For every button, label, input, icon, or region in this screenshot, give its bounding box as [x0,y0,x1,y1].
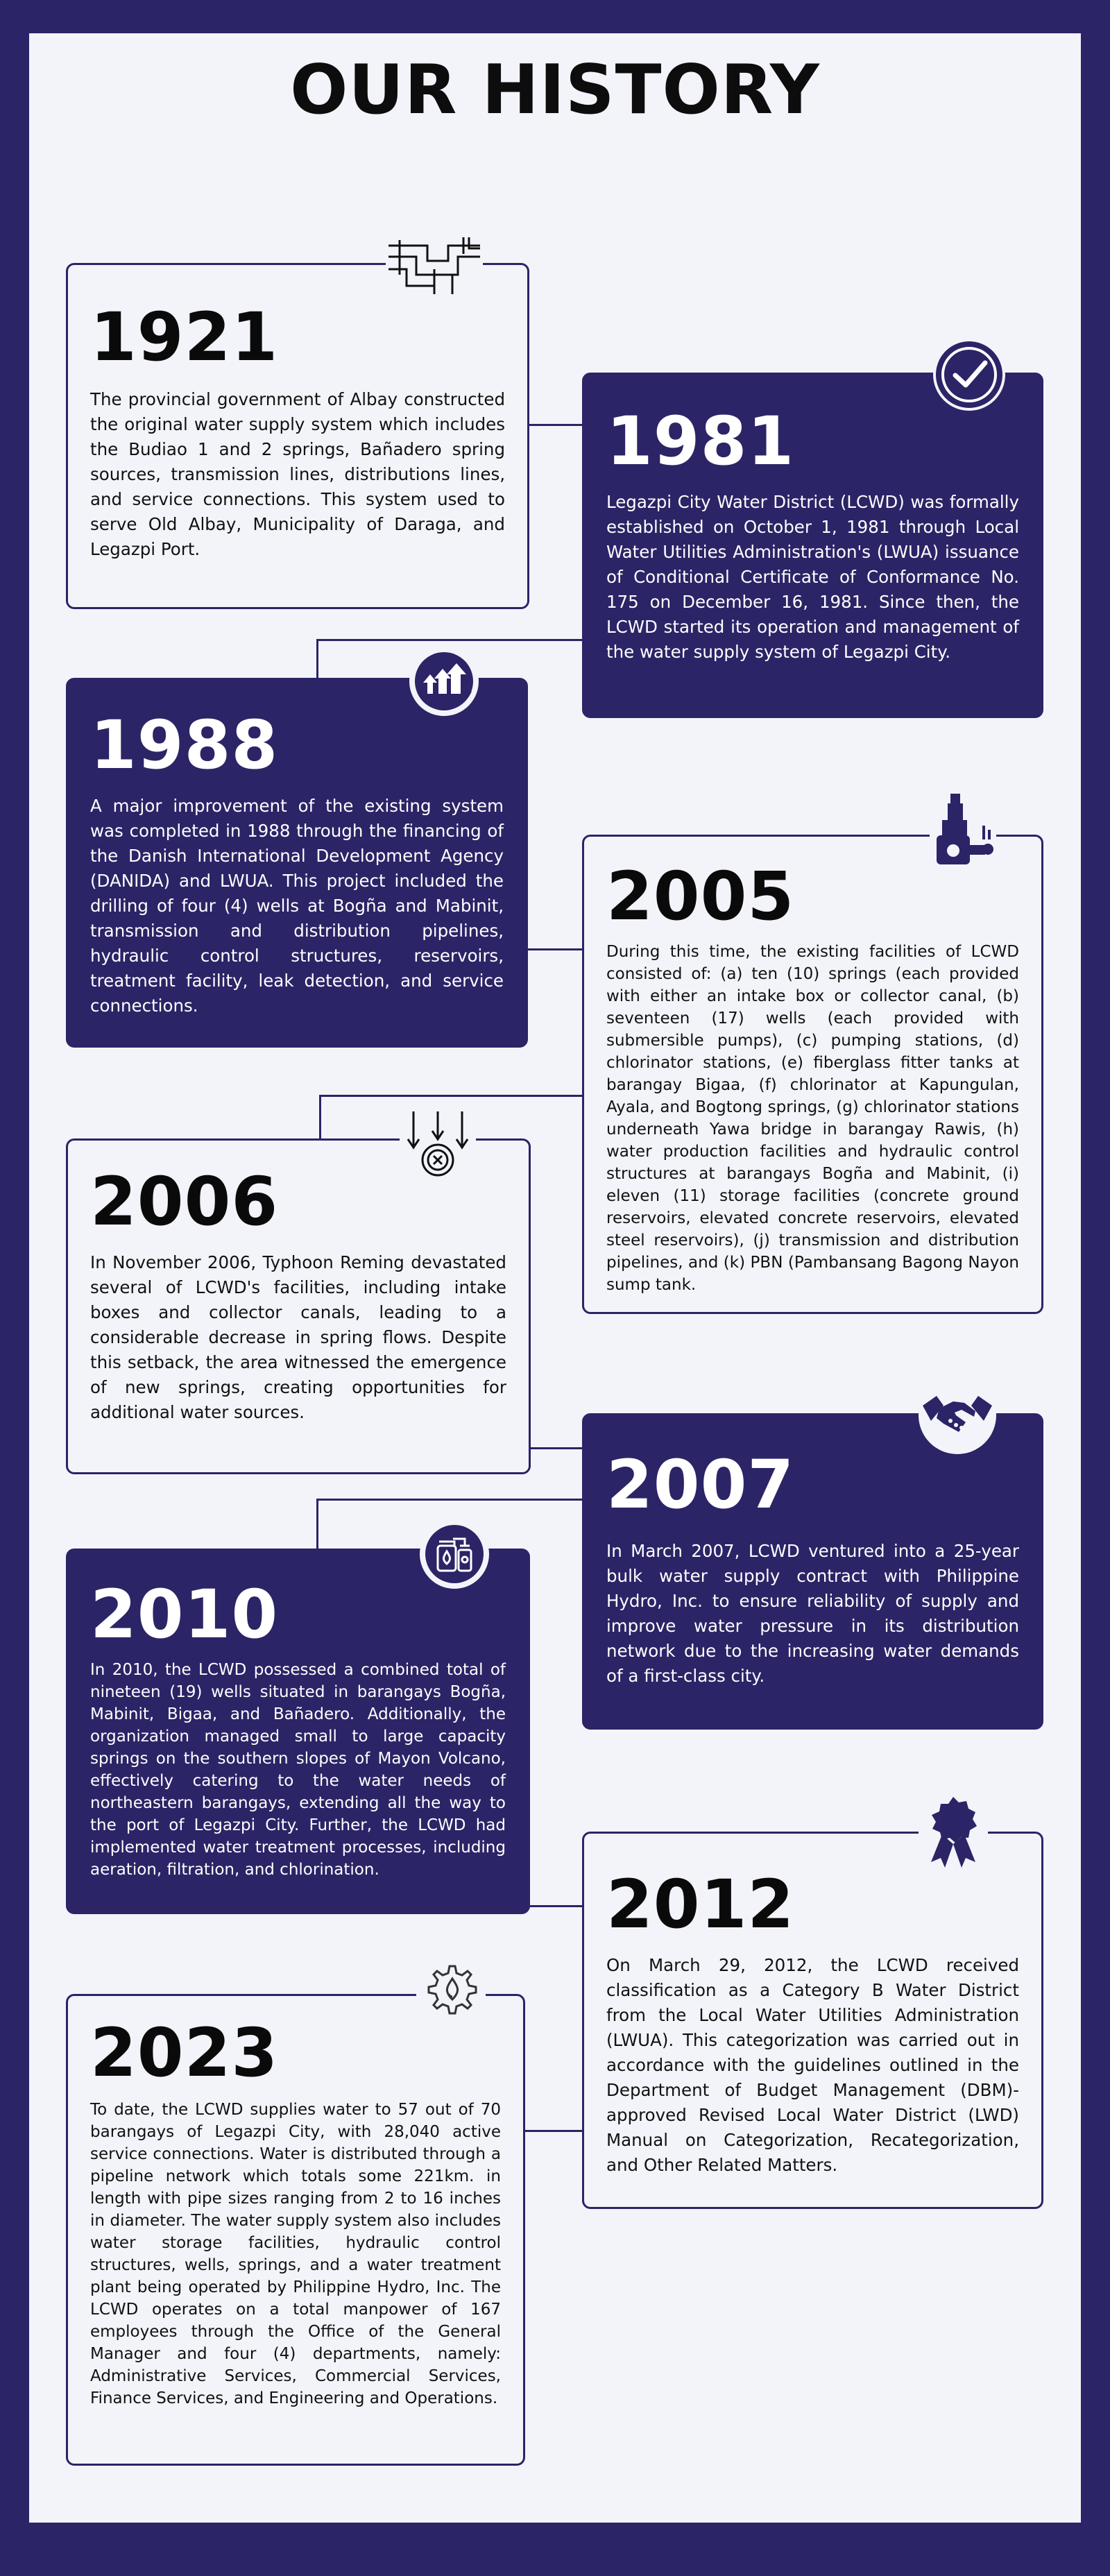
year-label: 2006 [90,1163,279,1240]
timeline-card-2006 [66,1138,531,1474]
event-description: To date, the LCWD supplies water to 57 out of 70 barangays of Legazpi City, with 28,040 active service connections. Water is distributed through a pipeline network which totals some 221km. in length with pipe sizes ranging from 2 to 16 inches in diameter. The water supply system also includes water storage facilities, hydraulic control structures, wells, springs, and a water treatment plant being operated by Philippine Hydro, Inc. The LCWD operates on a total manpower of 167 employees through the Office of the General Manager and four (4) departments, namely: Administrative Services, Commercial Services, Finance Services, and Engineering and Operations. [90,2101,501,2407]
connector-line [527,948,583,950]
connector-line [319,1095,321,1138]
timeline-card-1981 [582,373,1043,718]
event-description: Legazpi City Water District (LCWD) was formally established on October 1, 1981 through Local Water Utilities Administration's (LWUA) issuance of Conditional Certificate of Conformance No. 175 on December 16, 1981. Since then, the LCWD started its operation and management of the water supply system of Legazpi City. [606,492,1019,662]
timeline-card-2023 [66,1994,525,2466]
page-title: OUR HISTORY [290,51,820,130]
award-ribbon-icon [919,1794,988,1870]
handshake-icon [916,1375,999,1456]
event-description: The provincial government of Albay constructed the original water supply system which includes the Budiao 1 and 2 springs, Bañadero spring sources, transmission lines, distributions lines, and service connections. This system used to serve Old Albay, Municipality of Daraga, and Legazpi Port. [90,389,505,559]
event-description: In 2010, the LCWD possessed a combined total of nineteen (19) wells situated in barangays Bogña, Mabinit, Bigaa, and Bañadero. Additionally, the organization managed small to large capacity springs on the southern slopes of Mayon Volcano, effectively catering to the water needs of northeastern barangays, extending all the way to the port of Legazpi City. Further, the LCWD had implemented water treatment processes, including aeration, filtration, and chlorination. [90,1661,506,1879]
water-treatment-icon [418,1518,490,1590]
improvement-arrows-icon [408,645,480,717]
connector-line [530,1447,583,1449]
year-label: 2005 [606,858,795,935]
event-description: In November 2006, Typhoon Reming devastated several of LCWD's facilities, including intake boxes and collector canals, leading to a considerable decrease in spring flows. Despite this setback, the area witnessed the emergence of new springs, creating opportunities for additional water sources. [90,1252,506,1422]
event-description: In March 2007, LCWD ventured into a 25-year bulk water supply contract with Philippine Hydro, Inc. to ensure reliability of supply and improve water pressure in its distribution network due to the increasing water demands of a first-class city. [606,1541,1019,1686]
year-label: 2010 [90,1576,279,1653]
connector-line [316,1499,583,1501]
event-description: On March 29, 2012, the LCWD received classification as a Category B Water District from the Local Water Utilities Administration (LWUA). This categorization was carried out in accordance with the guidelines outlined in the Department of Budget Management (DBM)-approved Revised Local Water District (LWD) Manual on Categorization, Recategorization, and Other Related Matters. [606,1955,1019,2175]
event-description: A major improvement of the existing system was completed in 1988 through the financing of the Danish International Development Agency (DANIDA) and LWUA. This project included the drilling of four (4) wells at Bogña and Mabinit, transmission and distribution pipelines, hydraulic control structures, reservoirs, treatment facility, leak detection, and service connections. [90,796,504,1016]
year-label: 1981 [606,402,795,480]
timeline-card-2010 [66,1549,530,1914]
timeline-card-2005 [582,835,1043,1314]
connector-line [316,639,318,678]
connector-line [316,1499,318,1549]
checkmark-badge-icon [932,338,1006,411]
decrease-arrows-icon [400,1107,476,1184]
pipeline-icon [386,233,483,302]
connector-line [527,1905,583,1907]
year-label: 2012 [606,1866,795,1943]
connector-line [529,424,583,426]
water-gear-icon [416,1961,486,2030]
connector-line [319,1095,583,1097]
timeline-card-1988 [66,678,528,1048]
timeline-card-2007 [582,1413,1043,1730]
water-pump-icon [930,791,996,871]
connector-line [524,2130,583,2132]
timeline-card-2012 [582,1832,1043,2209]
event-description: During this time, the existing facilities of LCWD consisted of: (a) ten (10) springs (each provided with either an intake box or collector canal, (b) seventeen (17) wells (each provided with submersible pumps), (c) pumping stations, (d) chlorinator stations, (e) fiberglass fitter tanks at barangay Bigaa, (f) chlorinator at Kapungulan, Ayala, and Bogtong springs, (g) chlorinator stations underneath Yawa bridge in barangay Rawis, (h) water production facilities and hydraulic control structures at barangays Bogña and Mabinit, (i) eleven (11) storage facilities (concrete ground reservoirs, elevated concrete reservoirs, elevated steel reservoirs), (j) transmission and distribution pipelines, and (k) PBN (Pambansang Bagong Nayon sump tank. [606,943,1019,1294]
timeline-card-1921 [66,263,529,609]
connector-line [316,639,583,641]
year-label: 1988 [90,706,279,784]
year-label: 2023 [90,2014,279,2092]
year-label: 2007 [606,1446,795,1524]
year-label: 1921 [90,298,279,376]
